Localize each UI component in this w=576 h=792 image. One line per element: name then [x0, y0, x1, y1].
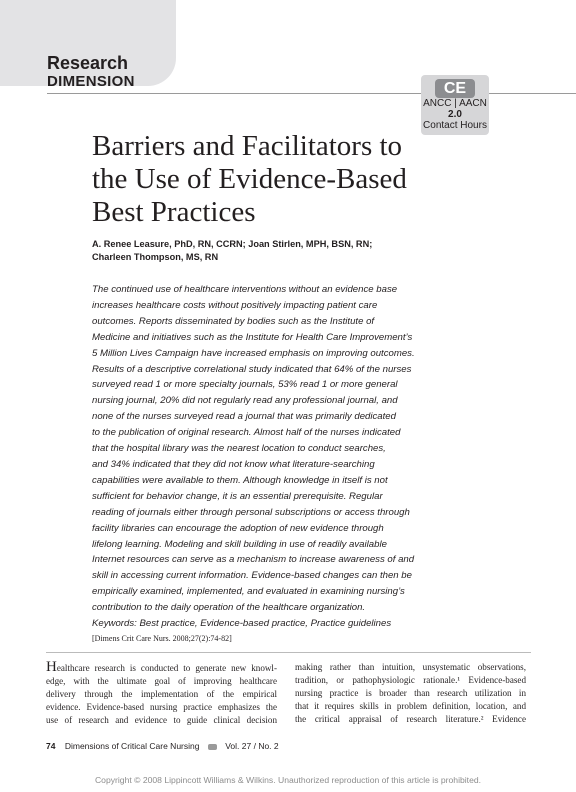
abstract-line: increases healthcare costs without positively impacting patient care: [92, 299, 378, 311]
title-line: the Use of Evidence-Based: [92, 163, 407, 195]
abstract-line: capabilities were available to them. Although knowledge in itself is not: [92, 474, 388, 486]
abstract-line: Medicine and initiatives such as the Institute for Health Care Improvement’s: [92, 331, 413, 343]
body-line: tradition, or pathophysiologic rationale.¹ Evidence-based: [295, 674, 526, 685]
abstract-line: Results of a descriptive correlational study indicated that 64% of the nurses: [92, 363, 412, 375]
abstract-line: outcomes. Reports disseminated by bodies such as the Institute of: [92, 315, 375, 327]
abstract: [92, 282, 437, 616]
abstract-line: facility libraries can encourage the adoption of new evidence through: [92, 522, 384, 534]
body-column-left: [46, 661, 277, 727]
page-number: 74: [46, 741, 56, 751]
abstract-line: sufficient for behavior change, it is an essential prerequisite. Regular: [92, 490, 383, 502]
section-label-dimension: DIMENSION: [47, 73, 135, 90]
body-column-right: [295, 661, 526, 726]
body-line: use of research and evidence to guide clinical decision: [46, 714, 277, 725]
abstract-line: to the publication of original research. Almost half of the nurses indicated: [92, 427, 401, 439]
section-rule: [47, 93, 576, 94]
abstract-line: and 34% indicated that they did not know what literature-searching: [92, 458, 375, 470]
body-divider: [46, 652, 531, 653]
ce-badge: [421, 75, 489, 135]
article-title: [92, 130, 452, 229]
page-footer: [46, 741, 279, 751]
abstract-line: that the hospital library was the nearest location to conduct searches,: [92, 443, 386, 455]
body-line: evidence. Evidence-based nursing practice emphasizes the: [46, 701, 277, 712]
abstract-line: nursing journal, 20% did not regularly read any professional journal, and: [92, 395, 398, 407]
citation: [Dimens Crit Care Nurs. 2008;27(2):74-82]: [92, 634, 232, 643]
separator-mark: [208, 744, 217, 750]
ce-logo: CE: [435, 79, 475, 98]
abstract-line: reading of journals either through personal subscriptions or access through: [92, 506, 410, 518]
drop-cap: H: [46, 659, 57, 675]
author-line: Charleen Thompson, MS, RN: [92, 252, 219, 262]
body-line: that it requires skills in problem definition, location, and: [295, 700, 526, 711]
body-line: the critical appraisal of research literature.² Evidence: [295, 713, 526, 724]
body-line: nursing practice is broader than research utilization in: [295, 687, 526, 698]
abstract-line: contribution to the daily operation of the healthcare organization.: [92, 602, 366, 614]
title-line: Barriers and Facilitators to: [92, 130, 403, 162]
body-line: delivery through the implementation of the empirical: [46, 688, 277, 699]
abstract-line: The continued use of healthcare interventions without an evidence base: [92, 284, 398, 295]
abstract-line: empirically examined, implemented, and evaluated in examining nursing’s: [92, 586, 405, 598]
abstract-line: Internet resources can serve as a mechanism to increase awareness of and: [92, 554, 415, 566]
body-line: making rather than intuition, unsystematic observations,: [295, 662, 526, 672]
keywords: Keywords: Best practice, Evidence-based practice, Practice guidelines: [92, 618, 392, 629]
abstract-line: skill in accessing current information. Evidence-based changes can then be: [92, 570, 412, 582]
title-line: Best Practices: [92, 196, 256, 228]
article-authors: [92, 238, 432, 264]
ce-accreditors: ANCC | AACN: [423, 98, 487, 109]
journal-volume: Vol. 27 / No. 2: [225, 741, 279, 751]
body-first-line: [46, 661, 277, 675]
abstract-line: surveyed read 1 or more specialty journals, 53% read 1 or more general: [92, 379, 398, 391]
abstract-line: none of the nurses surveyed read a journal that was primarily dedicated: [92, 411, 396, 423]
body-first-line-text: ealthcare research is conducted to generate new knowl-: [56, 663, 277, 673]
ce-hours-value: 2.0: [448, 109, 462, 120]
body-line: edge, with the ultimate goal of improving healthcare: [46, 675, 277, 686]
journal-name: Dimensions of Critical Care Nursing: [64, 741, 200, 751]
abstract-line: lifelong learning. Modeling and skill building in use of readily available: [92, 538, 387, 550]
abstract-line: 5 Million Lives Campaign have increased emphasis on improving outcomes.: [92, 347, 415, 359]
copyright-notice: Copyright © 2008 Lippincott Williams & Wilkins. Unauthorized reproduction of this article is prohibited.: [94, 775, 482, 785]
ce-contact-hours: Contact Hours: [423, 120, 487, 131]
author-line: A. Renee Leasure, PhD, RN, CCRN; Joan Stirlen, MPH, BSN, RN;: [92, 239, 373, 249]
section-label-research: Research: [47, 53, 129, 73]
